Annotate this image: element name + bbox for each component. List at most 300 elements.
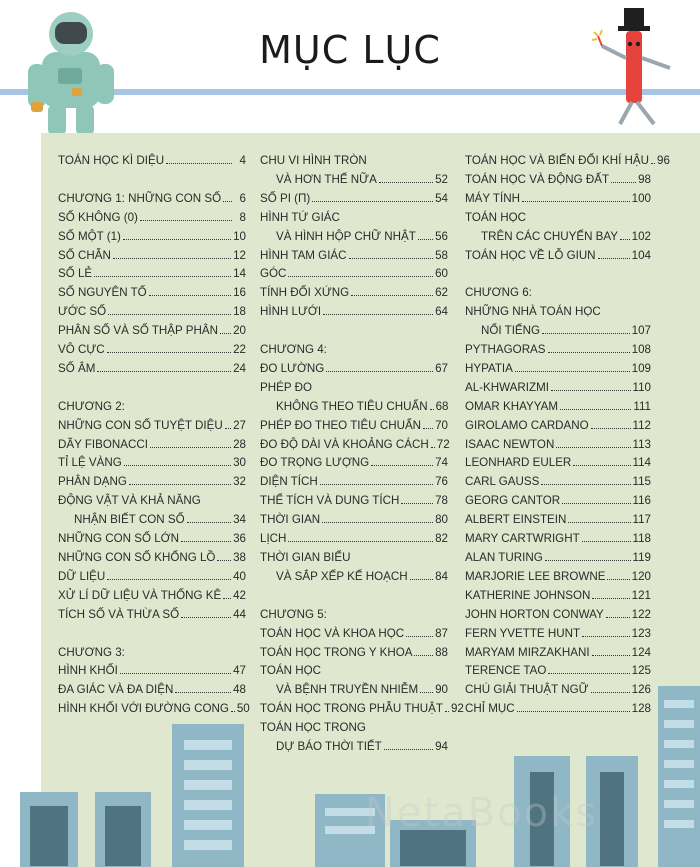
toc-leader-dots (568, 522, 630, 523)
toc-leader-dots (522, 201, 630, 202)
toc-heading (465, 303, 651, 322)
toc-page-number: 76 (435, 475, 448, 489)
toc-leader-dots (129, 484, 231, 485)
toc-leader-dots (113, 258, 231, 259)
toc-leader-dots (217, 560, 231, 561)
toc-entry (260, 190, 448, 209)
toc-entry-title: ƯỚC SỐ (58, 305, 107, 319)
toc-entry-title: LỊCH (260, 532, 287, 546)
toc-entry (465, 587, 651, 606)
toc-leader-dots (120, 673, 231, 674)
toc-page-number: 52 (435, 172, 448, 186)
toc-entry (58, 417, 246, 436)
toc-entry-title: NHỮNG CON SỐ KHỔNG LỒ (58, 551, 216, 564)
toc-entry (465, 644, 651, 663)
toc-heading (260, 549, 448, 568)
toc-entry (260, 171, 448, 190)
toc-entry (260, 568, 448, 587)
toc-spacer (260, 322, 448, 341)
toc-entry-title: SỐ LẺ (58, 267, 93, 281)
toc-entry-title: MÁY TÍNH (465, 191, 520, 205)
toc-leader-dots (545, 560, 631, 561)
toc-entry-title: CHƯƠNG 6: (465, 286, 532, 300)
toc-entry (58, 265, 246, 284)
toc-entry (58, 454, 246, 473)
toc-entry (465, 417, 651, 436)
toc-heading (260, 379, 448, 398)
toc-entry (465, 454, 651, 473)
toc-entry-title: ALAN TURING (465, 551, 543, 565)
toc-entry-title: SỐ NGUYÊN TỐ (58, 286, 147, 300)
toc-entry (58, 190, 246, 209)
toc-leader-dots (560, 409, 631, 410)
toc-page-number: 72 (436, 437, 450, 451)
toc-entry (58, 303, 246, 322)
toc-leader-dots (97, 371, 231, 372)
toc-page-number: 115 (632, 475, 651, 489)
toc-entry-title: HÌNH KHỐI VỚI ĐƯỜNG CONG (58, 702, 229, 716)
toc-entry (58, 247, 246, 266)
toc-entry-title: HÌNH TAM GIÁC (260, 248, 347, 262)
toc-page-number: 18 (233, 305, 246, 319)
toc-leader-dots (548, 352, 630, 353)
page-title: MỤC LỤC (259, 28, 441, 72)
toc-leader-dots (542, 333, 630, 334)
toc-page-number: 111 (633, 399, 651, 413)
toc-heading (260, 209, 448, 228)
toc-leader-dots (107, 579, 231, 580)
toc-entry-title: ISAAC NEWTON (465, 437, 555, 451)
toc-entry-title: TERENCE TAO (465, 664, 547, 678)
toc-entry-title: THỜI GIAN BIỂU (260, 551, 351, 565)
toc-leader-dots (651, 163, 655, 164)
toc-entry-title: KATHERINE JOHNSON (465, 588, 591, 602)
toc-page-number: 100 (631, 191, 651, 205)
toc-spacer (58, 379, 246, 398)
toc-leader-dots (107, 352, 231, 353)
toc-entry-title: SỐ CHẴN (58, 248, 111, 262)
toc-page-number: 104 (631, 248, 651, 262)
toc-leader-dots (320, 484, 433, 485)
toc-column-2 (260, 152, 464, 757)
toc-page-number: 68 (435, 399, 449, 413)
toc-page-number: 98 (638, 172, 651, 186)
toc-leader-dots (562, 503, 630, 504)
toc-page-number: 50 (236, 702, 250, 716)
toc-entry-title: AL-KHWARIZMI (465, 380, 549, 394)
toc-entry (260, 473, 448, 492)
toc-entry-title: CHƯƠNG 4: (260, 343, 327, 357)
toc-entry (58, 209, 246, 228)
toc-page-number: 14 (233, 267, 246, 281)
toc-entry-title: ĐỘNG VẬT VÀ KHẢ NĂNG (58, 494, 201, 508)
toc-entry (260, 492, 448, 511)
toc-page-number: 56 (435, 229, 448, 243)
toc-entry-title: CHU VI HÌNH TRÒN (260, 154, 367, 167)
toc-entry-title: TOÁN HỌC VÀ KHOA HỌC (260, 626, 405, 640)
toc-leader-dots (181, 617, 231, 618)
toc-entry-title: HYPATIA (465, 361, 513, 375)
toc-entry (58, 284, 246, 303)
toc-page-number: 60 (435, 267, 448, 281)
toc-entry (260, 625, 448, 644)
toc-leader-dots (620, 239, 630, 240)
toc-page-number: 125 (631, 664, 651, 678)
toc-leader-dots (548, 673, 629, 674)
toc-page-number: 108 (631, 343, 651, 357)
toc-page-number: 126 (631, 683, 651, 697)
toc-entry-title: PYTHAGORAS (465, 343, 546, 357)
toc-entry (58, 436, 246, 455)
toc-entry (465, 436, 651, 455)
toc-leader-dots (351, 295, 433, 296)
toc-entry (58, 473, 246, 492)
toc-leader-dots (592, 655, 630, 656)
toc-page-number: 113 (632, 437, 651, 451)
toc-entry (260, 454, 448, 473)
toc-entry (260, 303, 448, 322)
toc-leader-dots (223, 201, 232, 202)
toc-page-number: 124 (631, 645, 651, 659)
toc-entry-title: CHƯƠNG 2: (58, 399, 125, 413)
city-buildings-illustration (0, 680, 700, 867)
toc-entry-title: VÀ HƠN THẾ NỮA (276, 172, 377, 186)
toc-entry (465, 360, 651, 379)
toc-page-number: 6 (239, 191, 246, 205)
toc-entry-title: THỂ TÍCH VÀ DUNG TÍCH (260, 494, 400, 508)
toc-leader-dots (431, 447, 435, 448)
toc-entry-title: TOÁN HỌC VÀ ĐỘNG ĐẤT (465, 172, 610, 186)
watermark: NetaBooks (365, 790, 599, 836)
toc-page-number: 87 (435, 626, 448, 640)
toc-page-number: 78 (435, 494, 448, 508)
toc-heading (260, 152, 448, 171)
toc-page-number: 88 (435, 645, 448, 659)
toc-entry-title: SỐ KHÔNG (0) (58, 210, 138, 224)
toc-leader-dots (326, 371, 433, 372)
toc-entry-title: TOÁN HỌC TRONG PHẪU THUẬT (260, 702, 443, 716)
toc-entry-title: CHƯƠNG 3: (58, 645, 125, 659)
toc-leader-dots (312, 201, 433, 202)
toc-entry-title: VÀ HÌNH HỘP CHỮ NHẬT (276, 229, 416, 243)
toc-leader-dots (166, 163, 232, 164)
toc-entry-title: PHÉP ĐO (260, 380, 312, 394)
toc-page-number: 44 (233, 607, 246, 621)
toc-entry (260, 436, 448, 455)
toc-leader-dots (379, 182, 433, 183)
toc-page-number: 30 (233, 456, 246, 470)
toc-page-number: 118 (632, 532, 651, 546)
toc-page-number: 42 (233, 588, 246, 602)
toc-page-number: 22 (233, 343, 246, 357)
toc-leader-dots (410, 579, 433, 580)
toc-heading (58, 492, 246, 511)
toc-entry (465, 511, 651, 530)
toc-leader-dots (582, 636, 630, 637)
toc-leader-dots (124, 465, 231, 466)
astronaut-illustration (28, 8, 118, 136)
toc-entry-title: TOÁN HỌC KÌ DIỆU (58, 154, 165, 167)
toc-entry-title: ALBERT EINSTEIN (465, 513, 567, 527)
toc-leader-dots (140, 220, 232, 221)
toc-page-number: 123 (631, 626, 651, 640)
toc-entry-title: ĐO ĐỘ DÀI VÀ KHOẢNG CÁCH (260, 437, 429, 451)
toc-heading (58, 398, 246, 417)
toc-leader-dots (414, 655, 433, 656)
toc-entry-title: VÀ BỆNH TRUYỀN NHIỄM (276, 683, 419, 697)
toc-page-number: 38 (233, 551, 246, 564)
toc-page-number: 34 (233, 513, 246, 527)
toc-page-number: 120 (631, 569, 651, 583)
toc-entry-title: PHÂN DẠNG (58, 475, 127, 489)
toc-spacer (465, 265, 651, 284)
toc-entry-title: LEONHARD EULER (465, 456, 572, 470)
toc-leader-dots (611, 182, 636, 183)
toc-entry-title: NHỮNG NHÀ TOÁN HỌC (465, 305, 601, 319)
toc-leader-dots (149, 295, 231, 296)
toc-leader-dots (556, 447, 630, 448)
toc-entry-title: SỐ ÂM (58, 361, 96, 375)
toc-leader-dots (323, 314, 433, 315)
toc-entry (260, 228, 448, 247)
toc-page-number: 16 (233, 286, 246, 300)
toc-entry-title: TOÁN HỌC (260, 664, 321, 678)
toc-entry (465, 492, 651, 511)
toc-page-number: 62 (435, 286, 448, 300)
toc-page-number: 84 (435, 569, 448, 583)
toc-leader-dots (225, 428, 231, 429)
toc-heading (465, 284, 651, 303)
toc-leader-dots (541, 484, 630, 485)
toc-leader-dots (406, 636, 433, 637)
toc-entry-title: SỐ MỘT (1) (58, 229, 121, 243)
toc-entry (260, 530, 448, 549)
toc-entry-title: DỰ BÁO THỜI TIẾT (276, 740, 382, 754)
toc-leader-dots (515, 371, 630, 372)
toc-leader-dots (606, 617, 630, 618)
toc-entry (465, 322, 651, 341)
toc-leader-dots (187, 522, 232, 523)
toc-page-number: 47 (233, 664, 246, 678)
toc-entry-title: TOÁN HỌC VÀ BIẾN ĐỔI KHÍ HẬU (465, 154, 650, 167)
toc-entry-title: TÍNH ĐỐI XỨNG (260, 286, 350, 300)
toc-entry (465, 247, 651, 266)
toc-entry (58, 606, 246, 625)
toc-page-number: 32 (233, 475, 246, 489)
toc-heading (465, 209, 651, 228)
toc-entry-title: FERN YVETTE HUNT (465, 626, 581, 640)
toc-page-number: 67 (435, 361, 448, 375)
toc-leader-dots (591, 428, 631, 429)
toc-entry-title: MARY CARTWRIGHT (465, 532, 580, 546)
toc-page-number: 8 (239, 210, 246, 224)
toc-leader-dots (371, 465, 433, 466)
toc-entry (465, 228, 651, 247)
toc-page-number: 109 (631, 361, 651, 375)
toc-entry-title: HÌNH TỨ GIÁC (260, 210, 340, 224)
toc-leader-dots (607, 579, 629, 580)
toc-page-number: 48 (233, 683, 246, 697)
toc-entry-title: HÌNH LƯỚI (260, 305, 322, 319)
toc-leader-dots (223, 598, 231, 599)
toc-page-number: 82 (435, 532, 448, 546)
toc-entry-title: TOÁN HỌC VỀ LỖ GIUN (465, 248, 596, 262)
toc-page-number: 107 (631, 324, 651, 338)
toc-page-number: 94 (435, 740, 448, 754)
toc-page-number: 110 (632, 380, 651, 394)
toc-leader-dots (401, 503, 433, 504)
toc-entry-title: TOÁN HỌC TRONG (260, 721, 366, 735)
toc-entry (465, 171, 651, 190)
toc-page-number: 119 (632, 551, 651, 565)
toc-leader-dots (181, 541, 231, 542)
toc-entry-title: PHÉP ĐO THEO TIÊU CHUẨN (260, 418, 422, 432)
toc-entry (465, 152, 670, 171)
toc-entry-title: CHƯƠNG 1: NHỮNG CON SỐ (58, 191, 222, 205)
toc-page-number: 92 (450, 702, 464, 716)
toc-entry (260, 265, 448, 284)
toc-page-number: 40 (233, 569, 246, 583)
toc-column-3 (465, 152, 670, 719)
toc-page-number: 122 (631, 607, 651, 621)
toc-page-number: 114 (632, 456, 651, 470)
toc-entry-title: NHỮNG CON SỐ LỚN (58, 532, 179, 546)
toc-page-number: 10 (233, 229, 246, 243)
toc-entry (260, 417, 448, 436)
toc-heading (260, 341, 448, 360)
toc-entry-title: NHẬN BIẾT CON SỐ (74, 513, 185, 527)
toc-entry-title: CARL GAUSS (465, 475, 540, 489)
toc-entry-title: GIROLAMO CARDANO (465, 418, 589, 432)
toc-page-number: 54 (435, 191, 448, 205)
toc-entry (465, 379, 651, 398)
toc-entry-title: MARYAM MIRZAKHANI (465, 645, 590, 659)
toc-leader-dots (150, 447, 231, 448)
toc-entry-title: MARJORIE LEE BROWNE (465, 569, 606, 583)
toc-entry (465, 625, 651, 644)
toc-entry (58, 587, 246, 606)
toc-entry-title: CHỈ MỤC (465, 702, 515, 716)
toc-entry (465, 549, 651, 568)
toc-leader-dots (551, 390, 631, 391)
toc-entry (58, 322, 246, 341)
toc-leader-dots (430, 409, 434, 410)
toc-entry (260, 360, 448, 379)
toc-entry (465, 606, 651, 625)
toc-leader-dots (288, 541, 433, 542)
toc-entry-title: NHỮNG CON SỐ TUYỆT DIỆU (58, 418, 223, 432)
toc-entry-title: HÌNH KHỐI (58, 664, 118, 678)
toc-page-number: 112 (632, 418, 651, 432)
toc-entry-title: TRÊN CÁC CHUYẾN BAY (481, 229, 618, 243)
toc-page-number: 64 (435, 305, 448, 319)
toc-entry (58, 662, 246, 681)
toc-heading (260, 606, 448, 625)
toc-leader-dots (592, 598, 629, 599)
toc-page-number: 96 (657, 154, 670, 167)
toc-leader-dots (582, 541, 631, 542)
toc-entry (465, 662, 651, 681)
toc-entry-title: XỬ LÍ DỮ LIỆU VÀ THỐNG KÊ (58, 588, 222, 602)
toc-entry-title: OMAR KHAYYAM (465, 399, 558, 413)
tophat-character-illustration (584, 6, 684, 131)
toc-leader-dots (418, 239, 433, 240)
toc-spacer (260, 587, 448, 606)
toc-entry (58, 530, 246, 549)
toc-page-number: 36 (233, 532, 246, 546)
toc-entry (260, 644, 448, 663)
toc-entry-title: ĐA GIÁC VÀ ĐA DIỆN (58, 683, 174, 697)
toc-entry-title: TỈ LỆ VÀNG (58, 456, 122, 470)
toc-heading (260, 662, 448, 681)
toc-page-number: 28 (233, 437, 246, 451)
toc-entry (465, 190, 651, 209)
toc-entry-title: JOHN HORTON CONWAY (465, 607, 604, 621)
toc-entry-title: SỐ PI (Π) (260, 191, 311, 205)
toc-entry-title: DÃY FIBONACCI (58, 437, 148, 451)
toc-entry (260, 284, 448, 303)
toc-entry (58, 568, 246, 587)
toc-entry-title: TÍCH SỐ VÀ THỪA SỐ (58, 607, 180, 621)
toc-page-number: 70 (435, 418, 448, 432)
toc-entry-title: GÓC (260, 267, 287, 281)
toc-entry-title: DIỆN TÍCH (260, 475, 318, 489)
toc-page-number: 128 (631, 702, 651, 716)
toc-entry (260, 511, 448, 530)
toc-entry-title: KHÔNG THEO TIÊU CHUẨN (276, 399, 428, 413)
toc-page-number: 12 (233, 248, 246, 262)
toc-page-number: 74 (435, 456, 448, 470)
toc-page-number: 27 (233, 418, 246, 432)
toc-entry (465, 568, 651, 587)
toc-column-1 (58, 152, 250, 719)
toc-leader-dots (349, 258, 434, 259)
toc-page-number: 24 (233, 361, 246, 375)
toc-entry (260, 398, 448, 417)
toc-leader-dots (288, 276, 433, 277)
toc-page-number: 80 (435, 513, 448, 527)
toc-page-number: 102 (631, 229, 651, 243)
toc-entry-title: NỔI TIẾNG (481, 324, 541, 338)
toc-entry (465, 530, 651, 549)
toc-entry (58, 360, 246, 379)
toc-entry (58, 341, 246, 360)
toc-entry-title: PHÂN SỐ VÀ SỐ THẬP PHÂN (58, 324, 218, 338)
toc-leader-dots (123, 239, 231, 240)
toc-page-number: 121 (631, 588, 651, 602)
toc-heading (58, 644, 246, 663)
toc-entry (465, 473, 651, 492)
toc-leader-dots (94, 276, 231, 277)
toc-page-number: 90 (435, 683, 448, 697)
toc-entry-title: VÔ CỰC (58, 343, 105, 357)
toc-entry-title: VÀ SẮP XẾP KẾ HOẠCH (276, 569, 408, 583)
toc-leader-dots (423, 428, 433, 429)
toc-entry (58, 549, 246, 568)
toc-leader-dots (573, 465, 630, 466)
toc-entry-title: TOÁN HỌC TRONG Y KHOA (260, 645, 413, 659)
toc-entry-title: DỮ LIỆU (58, 569, 106, 583)
toc-leader-dots (598, 258, 630, 259)
toc-entry-title: TOÁN HỌC (465, 210, 526, 224)
toc-page-number: 58 (435, 248, 448, 262)
toc-page-number: 116 (632, 494, 651, 508)
toc-entry-title: ĐO TRỌNG LƯỢNG (260, 456, 370, 470)
toc-leader-dots (108, 314, 231, 315)
toc-entry (58, 511, 246, 530)
toc-entry-title: CHÚ GIẢI THUẬT NGỮ (465, 683, 589, 697)
toc-entry-title: THỜI GIAN (260, 513, 321, 527)
